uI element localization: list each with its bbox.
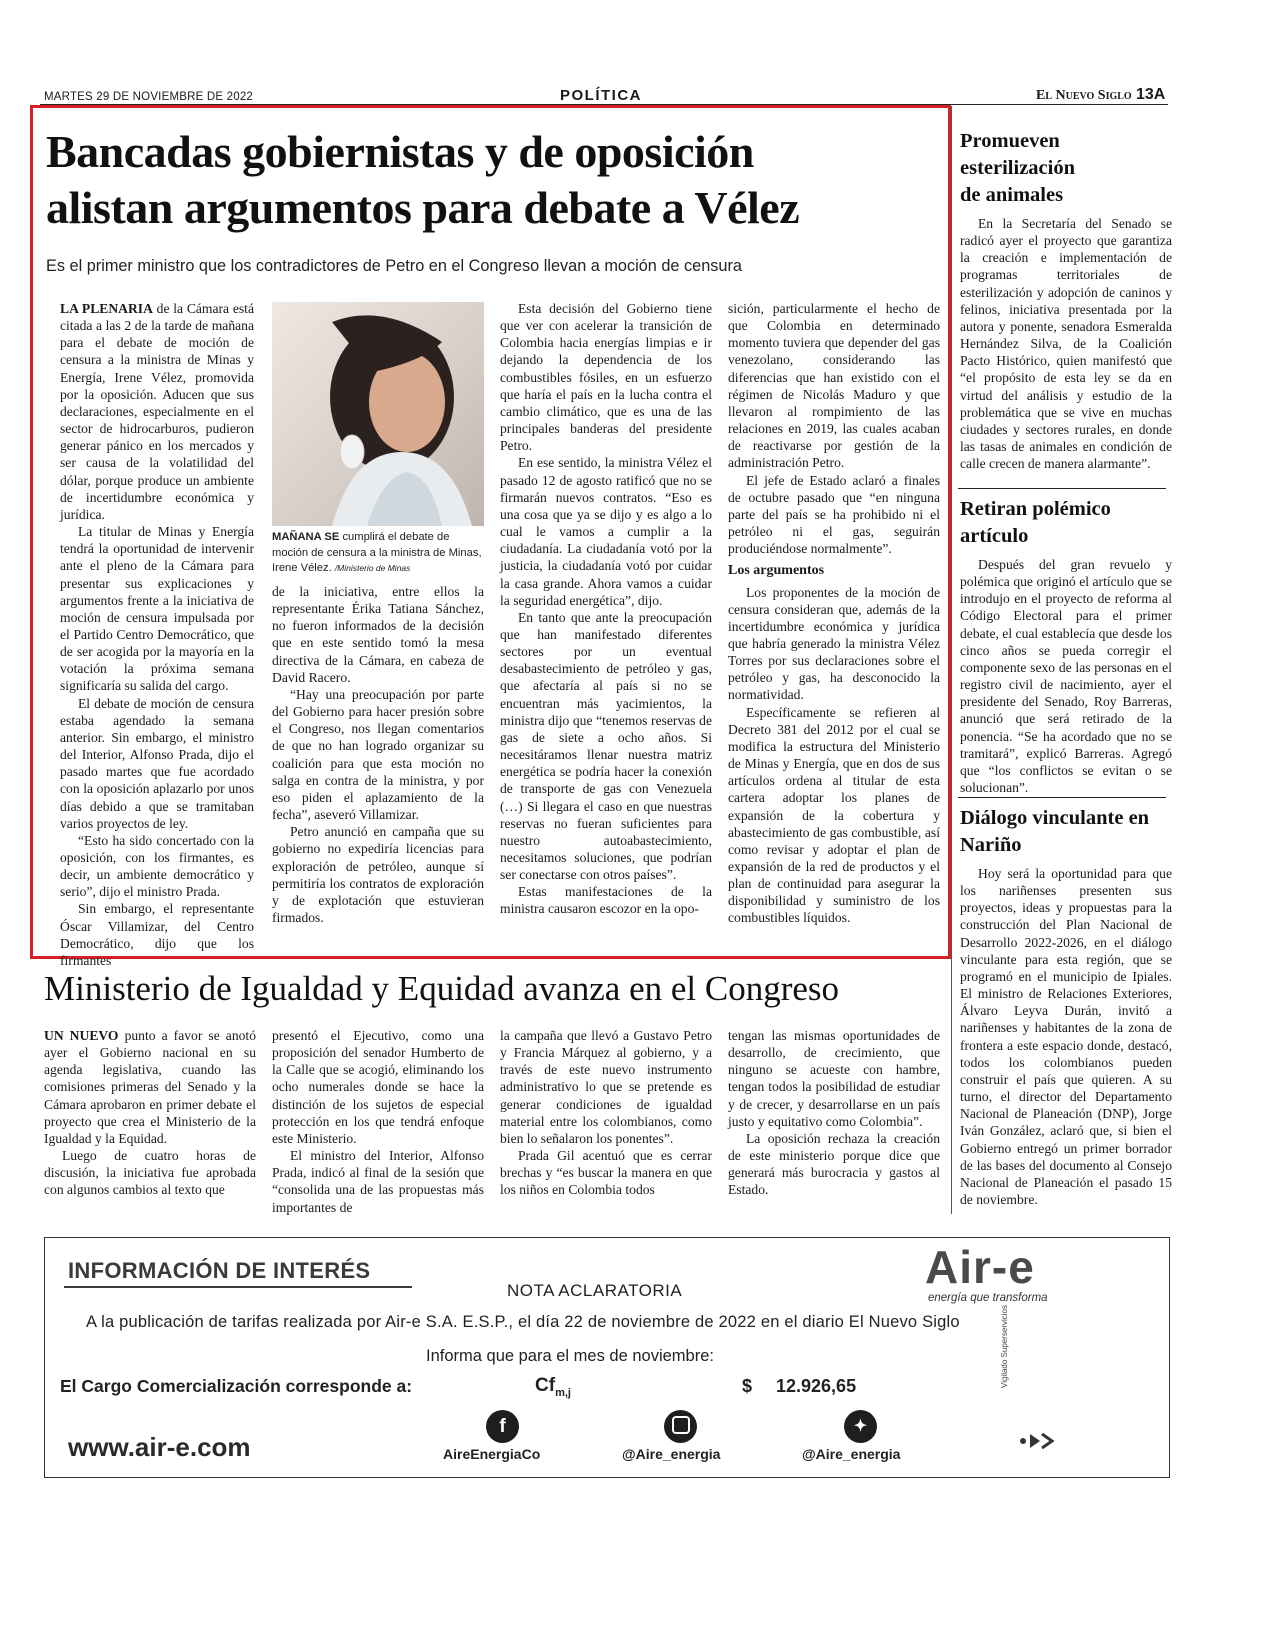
twitter-icon[interactable]: ✦ xyxy=(844,1410,877,1443)
ad-note-title: NOTA ACLARATORIA xyxy=(507,1281,683,1300)
paragraph: de la Cámara está citada a las 2 de la tarde de mañana para el debate de moción de censura a la ministra de Minas y Energía, Irene Vélez, promovida por la oposición. Aducen que sus declaraciones, especialmente en el sector de hidrocarburos, pudieron generar pánico en los mercados y ser causa de la volatilidad del dólar, porque produce un ambiente de incertidumbre económica y jurídica. xyxy=(60,301,254,522)
subheading: Los argumentos xyxy=(728,563,825,579)
formula-sub: m,j xyxy=(555,1386,571,1399)
brief-title: Promueven esterilización de animales xyxy=(960,130,1075,206)
main-headline-line-2: alistan argumentos para debate a Vélez xyxy=(46,182,800,233)
photo-caption xyxy=(272,530,484,577)
minister-photo xyxy=(272,302,484,526)
vigilado-text: Vigilado Superservicios xyxy=(1000,1304,1009,1388)
section-name: POLÍTICA xyxy=(560,87,642,104)
brief-title: Diálogo vinculante en Nariño xyxy=(960,807,1150,856)
lead-word: LA PLENARIA xyxy=(60,301,153,316)
ad-label-underline xyxy=(64,1286,412,1288)
superservicios-icon xyxy=(1018,1430,1062,1457)
sidebar-brief-2 xyxy=(960,496,1172,796)
portrait-illustration xyxy=(272,302,484,526)
page-number: 13A xyxy=(1136,86,1166,103)
website-link[interactable]: www.air-e.com xyxy=(68,1432,251,1462)
second-headline: Ministerio de Igualdad y Equidad avanza en el Congreso xyxy=(44,969,840,1008)
paragraph: punto a favor se anotó ayer el Gobierno nacional en su agenda legislativa, cuando las comisiones primeras del Senado y la Cámara aprobaron en primer debate el proyecto que crea el Ministerio de la Igualdad y la Equidad. xyxy=(44,1028,256,1146)
charge-label: El Cargo Comercialización corresponde a: xyxy=(60,1376,413,1396)
paragraph: de la iniciativa, entre ellos la representante Érika Tatiana Sánchez, no fueron informados de la decisión que en este sentido tomó la mesa directiva de la Cámara, en cabeza de David Racero. xyxy=(272,584,484,685)
paragraph: El jefe de Estado aclaró a finales de octubre pasado que “en ninguna parte del país se ha prohibido ni el petróleo ni el gas, seguirán produciéndose normalmente”. xyxy=(728,472,940,557)
second-column-4 xyxy=(728,1027,940,1217)
main-subtitle: Es el primer ministro que los contradictores de Petro en el Congreso llevan a moción de censura xyxy=(46,257,742,275)
paragraph: En ese sentido, la ministra Vélez el pasado 12 de agosto ratificó que no se firmarán nuevos contratos. “Eso es una cosa que ya se dijo y es algo a lo cual le vamos a cumplir a la ciudadanía. La ciudadanía votó por la justicia, la ciudadanía votó por cuidar la casa grande. Ahora vamos a cuidar la seguridad energética”, dijo. xyxy=(500,455,712,608)
paragraph: La titular de Minas y Energía tendrá la oportunidad de intervenir ante el pleno de la Cámara para presentar sus explicaciones y argumentos frente a la iniciativa de moción de censura impulsada por el Partido Centro Democrático, que de ser acogida por la mayoría en la votación la próxima semana significaría su salida del cargo. xyxy=(60,524,254,694)
paragraph: “Esto ha sido concertado con la oposición, con los firmantes, es decir, un ambiente democrático y serio”, dijo el ministro Prada. xyxy=(60,832,254,900)
facebook-icon[interactable]: f xyxy=(486,1410,519,1443)
main-column-3 xyxy=(500,300,712,940)
paragraph: Prada Gil acentuó que es cerrar brechas y “es buscar la manera en que los niños en Colombia todos xyxy=(500,1148,712,1198)
caption-text: cumplirá el debate de moción de censura a la ministra de Minas, Irene Vélez. xyxy=(272,531,482,574)
brief-text: Hoy será la oportunidad para que los nariñenses presenten sus proyectos, ideas y propuestas para la construcción del Plan Nacional de Desarrollo 2022-2026, en el diálogo vinculante para esta región, que se programó en el municipio de Ipiales. El ministro de Relaciones Exteriores, Álvaro Leyva Durán, invitó a nariñenses y habitantes de la zona de frontera a este espacio donde, destacó, todos los colombianos pueden construir el país que quieren. A su turno, el director del Departamento Nacional de Planeación (DNP), Jorge Iván González, aclaró que, si bien el Gobierno entregó un primer borrador de las bases del documento al Consejo Nacional de Planeación el pasado 15 de noviembre. xyxy=(960,866,1172,1207)
issue-date: MARTES 29 DE NOVIEMBRE DE 2022 xyxy=(44,91,254,103)
brief-title: Retiran polémico artículo xyxy=(960,498,1111,547)
paragraph: Esta decisión del Gobierno tiene que ver con acelerar la transición de Colombia hacia energías limpias e ir dejando la dependencia de los combustibles fósiles, en un esfuerzo que haría el país en la lucha contra el cambio climático, que es una de las principales banderas del presidente Petro. xyxy=(500,301,712,454)
paragraph: Estas manifestaciones de la ministra causaron escozor en la opo- xyxy=(500,884,712,917)
sidebar-divider xyxy=(951,106,952,1214)
main-column-4 xyxy=(728,300,940,940)
lead-word: UN NUEVO xyxy=(44,1028,119,1043)
currency-symbol: $ xyxy=(742,1376,753,1396)
twitter-handle[interactable]: @Aire_energia xyxy=(802,1446,901,1462)
paragraph: Específicamente se refieren al Decreto 381 del 2012 por el cual se modifica la estructura del Ministerio de Minas y Energía, que en dos de sus artículos ordena al titular de esta cartera adoptar los planes de expansión de la cobertura y abastecimiento de gas combustible, así como revisar y adoptar el plan de expansión de la red de productos y el plan de continuidad para asegurar la disponibilidad y suministro de los combustibles líquidos. xyxy=(728,704,940,926)
paragraph: Los proponentes de la moción de censura consideran que, además de la incertidumbre económica y jurídica que habría generado la ministra Vélez Torres por sus declaraciones sobre el petróleo y gas, ha desconocido la normatividad. xyxy=(728,584,940,703)
main-column-1 xyxy=(60,300,254,968)
facebook-handle[interactable]: AireEnergiaCo xyxy=(443,1446,541,1462)
paragraph: tengan las mismas oportunidades de desarrollo, de crecimiento, que ninguno se acueste con hambre, tengan todos la posibilidad de estudiar y de crecer, y desarrollarse en un país justo y equitativo como Colombia”. xyxy=(728,1028,940,1129)
air-e-logo: Air-e xyxy=(925,1241,1035,1293)
caption-lead: MAÑANA SE xyxy=(272,531,340,543)
paragraph: la campaña que llevó a Gustavo Petro y Francia Márquez al gobierno, y a través de este nuevo instrumento administrativo lo que se pretende es generar condiciones de igualdad material entre los colombianos, como bien lo señalaron los ponentes”. xyxy=(500,1028,712,1146)
instagram-icon[interactable] xyxy=(664,1410,697,1443)
paragraph: El debate de moción de censura estaba agendado la semana anterior. Sin embargo, el ministro del Interior, Alfonso Prada, dijo el pasado martes que fue acordado con la oposición aplazarlo por unos días debido a que se tramitaban varios proyectos de ley. xyxy=(60,695,254,831)
second-column-2 xyxy=(272,1027,484,1217)
photo-credit: /Ministerio de Minas xyxy=(334,563,411,573)
brief-text: Después del gran revuelo y polémica que originó el artículo que se introdujo en el proyecto de reforma al Código Electoral para el primer debate, el cual establecía que desde los cinco años se pueda corregir el componente sexo de las personas en el registro civil de nacimiento, ayer el presidente del Senado, Roy Barreras, anunció que será retirado de la ponencia. “Se ha acordado que no se tramitará”, explicó Barreras. Agregó que “los conflictos se evitan o se solucionan”. xyxy=(960,557,1172,796)
main-column-2 xyxy=(272,583,484,940)
charge-formula xyxy=(535,1375,571,1399)
brief-separator xyxy=(958,488,1166,489)
ad-line-1: A la publicación de tarifas realizada por Air-e S.A. E.S.P., el día 22 de noviembre de 2022 en el diario El Nuevo Siglo xyxy=(86,1313,960,1331)
second-column-3 xyxy=(500,1027,712,1217)
main-headline-line-1: Bancadas gobiernistas y de oposición xyxy=(46,126,754,177)
sidebar-brief-3 xyxy=(960,805,1172,1208)
paragraph: En tanto que ante la preocupación que han manifestado diferentes sectores por un eventual desabastecimiento de petróleo y gas, que afectaría al país si no se encuentran más yacimientos, la ministra dijo que “tenemos reservas de gas de siete a ocho años. Si necesitáramos llenar nuestra matriz energética se podría hacer la conexión de transporte de gas con Venezuela (…) Si llegara el caso en que nuestras reservas no fueran suficientes para nuestro autoabastecimiento, necesitamos soluciones, que podrían ser conectarse con otros países”. xyxy=(500,609,712,883)
ad-section-label: INFORMACIÓN DE INTERÉS xyxy=(68,1258,371,1283)
paragraph: Sin embargo, el representante Óscar Villamizar, del Centro Democrático, dijo que los firmantes xyxy=(60,901,254,968)
charge-amount: 12.926,65 xyxy=(776,1376,857,1396)
logo-tagline: energía que transforma xyxy=(928,1292,1048,1304)
main-headline xyxy=(46,124,799,236)
paper-name: El Nuevo Siglo xyxy=(1036,88,1132,103)
paragraph: El ministro del Interior, Alfonso Prada, indicó al final de la sesión que “consolida una de las propuestas más importantes de xyxy=(272,1148,484,1215)
paragraph: Petro anunció en campaña que su gobierno no expediría licencias para exploración de petróleo, aunque sí permitiría los contratos de exploración y de explotación que estuvieran firmados. xyxy=(272,824,484,925)
paragraph: presentó el Ejecutivo, como una proposición del senador Humberto de la Calle que se acogió, eliminando los ocho numerales donde se hace la distinción de los sujetos de especial protección en los que tendrá enfoque este Ministerio. xyxy=(272,1028,484,1146)
sidebar-brief-1 xyxy=(960,128,1172,472)
paragraph: sición, particularmente el hecho de que Colombia en determinado momento tuviera que depender del gas venezolano, considerando las diferencias que han existido con el régimen de Nicolás Maduro y que llevaron al rompimiento de las relaciones en 2019, las cuales acaban de reactivarse por gestión de la administración Petro. xyxy=(728,301,940,471)
paragraph: “Hay una preocupación por parte del Gobierno para hacer presión sobre el Congreso, nos llegan comentarios de que no han logrado organizar su coalición para que esta moción no salga en contra de la ministra, y por eso piden el aplazamiento de la fecha”, aseveró Villamizar. xyxy=(272,686,484,823)
instagram-handle[interactable]: @Aire_energia xyxy=(622,1446,721,1462)
ad-line-2: Informa que para el mes de noviembre: xyxy=(426,1347,714,1365)
formula-main: Cf xyxy=(535,1375,556,1396)
second-column-1 xyxy=(44,1027,256,1217)
brief-separator xyxy=(958,797,1166,798)
brief-text: En la Secretaría del Senado se radicó ayer el proyecto que garantiza la creación e implementación de programas territoriales de esterilización y adopción de caninos y felinos, iniciativa presentada por la autora y ponente, senadora Esmeralda Hernández Silva, de la Coalición Pacto Histórico, quien manifestó que “el propósito de esta ley se da en virtud del análisis y estudio de la problemática que se vive en muchas ciudades y sectores rurales, en donde las tasas de animales en condición de calle crecen de manera alarmante”. xyxy=(960,216,1172,472)
paragraph: La oposición rechaza la creación de este ministerio porque dice que generará más burocracia y gastos al Estado. xyxy=(728,1130,940,1198)
paragraph: Luego de cuatro horas de discusión, la iniciativa fue aprobada con algunos cambios al texto que xyxy=(44,1148,256,1198)
